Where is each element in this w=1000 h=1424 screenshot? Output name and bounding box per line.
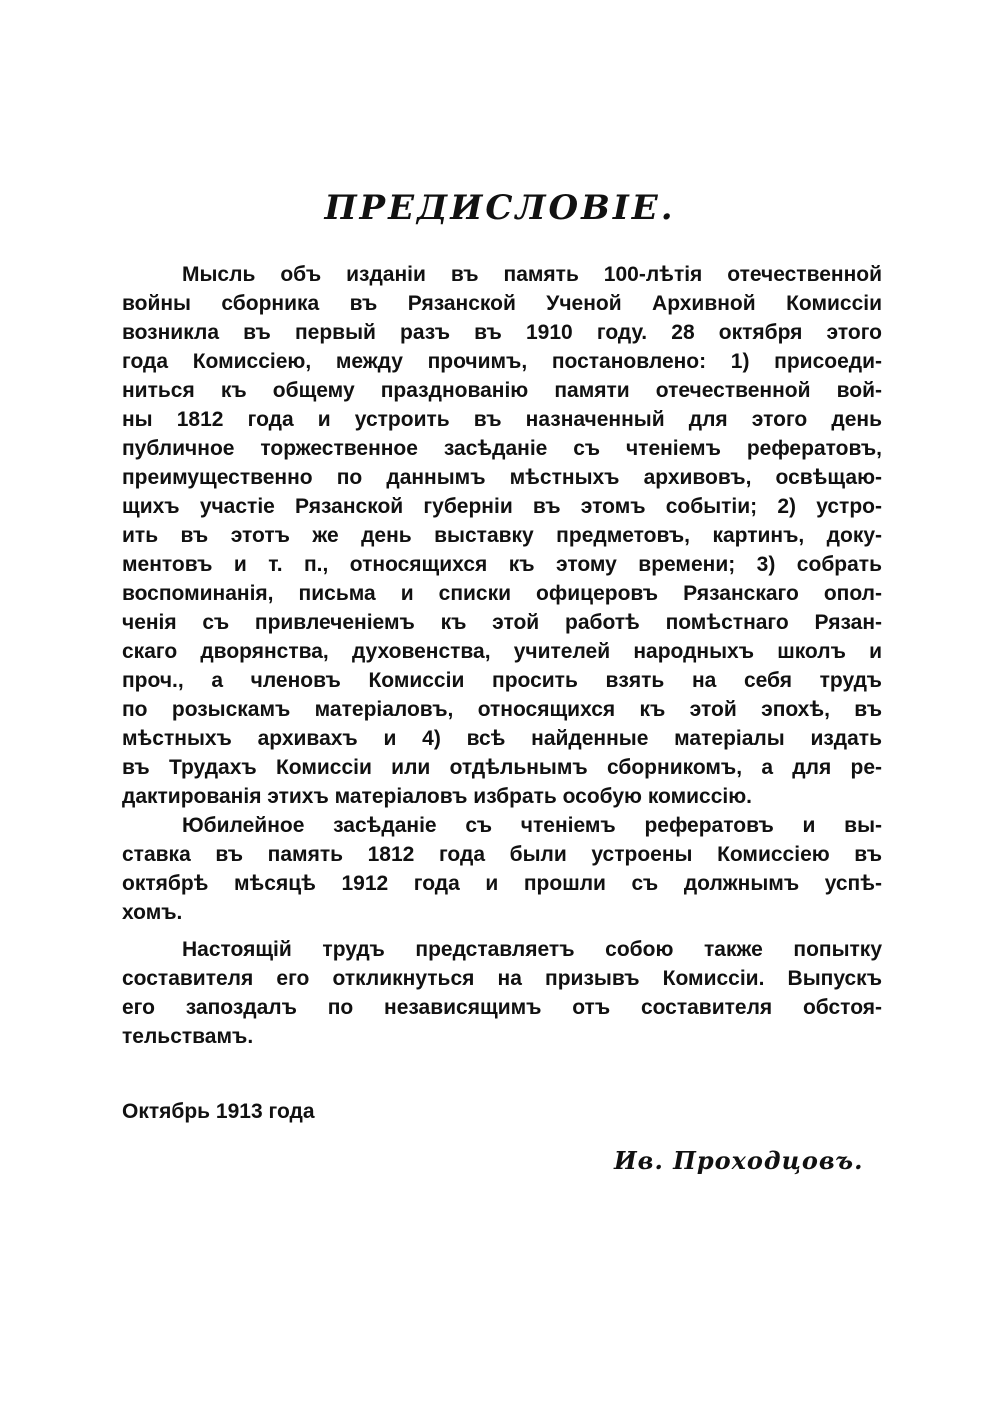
text-line: проч., а членовъ Комиссіи просить взять на себя трудъ bbox=[122, 669, 882, 692]
text-line: хомъ. bbox=[122, 901, 183, 924]
text-line: по розыскамъ матеріаловъ, относящихся къ этой эпохѣ, въ bbox=[122, 698, 882, 721]
text-line: щихъ участіе Рязанской губерніи въ этомъ событіи; 2) устро- bbox=[122, 495, 882, 518]
paragraph-1 bbox=[122, 260, 882, 811]
text-line: его запоздалъ по независящимъ отъ составителя обстоя- bbox=[122, 996, 882, 1019]
paragraph-2 bbox=[122, 811, 882, 927]
text-line: возникла въ первый разъ въ 1910 году. 28 октября этого bbox=[122, 321, 882, 344]
text-line: тельствамъ. bbox=[122, 1025, 254, 1048]
document-date: Октябрь 1913 года bbox=[122, 1100, 315, 1123]
text-line: ставка въ память 1812 года были устроены Комиссіею въ bbox=[122, 843, 882, 866]
text-line: года Комиссіею, между прочимъ, постановлено: 1) присоеди- bbox=[122, 350, 882, 373]
text-line: ченія съ привлеченіемъ къ этой работѣ помѣстнаго Рязан- bbox=[122, 611, 882, 634]
text-line: ментовъ и т. п., относящихся къ этому времени; 3) собрать bbox=[122, 553, 882, 576]
paragraph-3 bbox=[122, 935, 882, 1051]
text-line: дактированія этихъ матеріаловъ избрать особую комиссію. bbox=[122, 785, 753, 808]
text-line: воспоминанія, письма и списки офицеровъ Рязанскаго опол- bbox=[122, 582, 882, 605]
text-line: составителя его откликнуться на призывъ Комиссіи. Выпускъ bbox=[122, 967, 882, 990]
text-line: ны 1812 года и устроить въ назначенный для этого день bbox=[122, 408, 882, 431]
text-line: въ Трудахъ Комиссіи или отдѣльнымъ сборникомъ, а для ре- bbox=[122, 756, 882, 779]
author-signature: Ив. Проходцовъ. bbox=[614, 1146, 864, 1175]
text-line: скаго дворянства, духовенства, учителей народныхъ школъ и bbox=[122, 640, 882, 663]
text-line: мѣстныхъ архивахъ и 4) всѣ найденные матеріалы издать bbox=[122, 727, 882, 750]
text-line: Мысль объ изданіи въ память 100-лѣтія отечественной bbox=[182, 263, 882, 286]
text-line: ниться къ общему празднованію памяти отечественной вой- bbox=[122, 379, 882, 402]
text-line: ить въ этотъ же день выставку предметовъ, картинъ, доку- bbox=[122, 524, 882, 547]
text-line: войны сборника въ Рязанской Ученой Архивной Комиссіи bbox=[122, 292, 882, 315]
text-line: преимущественно по даннымъ мѣстныхъ архивовъ, освѣщаю- bbox=[122, 466, 882, 489]
text-line: публичное торжественное засѣданіе съ чтеніемъ рефератовъ, bbox=[122, 437, 882, 460]
text-line: октябрѣ мѣсяцѣ 1912 года и прошли съ должнымъ успѣ- bbox=[122, 872, 882, 895]
page-title: ПРЕДИСЛОВIЕ. bbox=[324, 188, 676, 228]
text-line: Настоящій трудъ представляетъ собою также попытку bbox=[182, 938, 882, 961]
body-text bbox=[122, 260, 882, 1051]
text-line: Юбилейное засѣданіе съ чтеніемъ рефератовъ и вы- bbox=[182, 814, 882, 837]
